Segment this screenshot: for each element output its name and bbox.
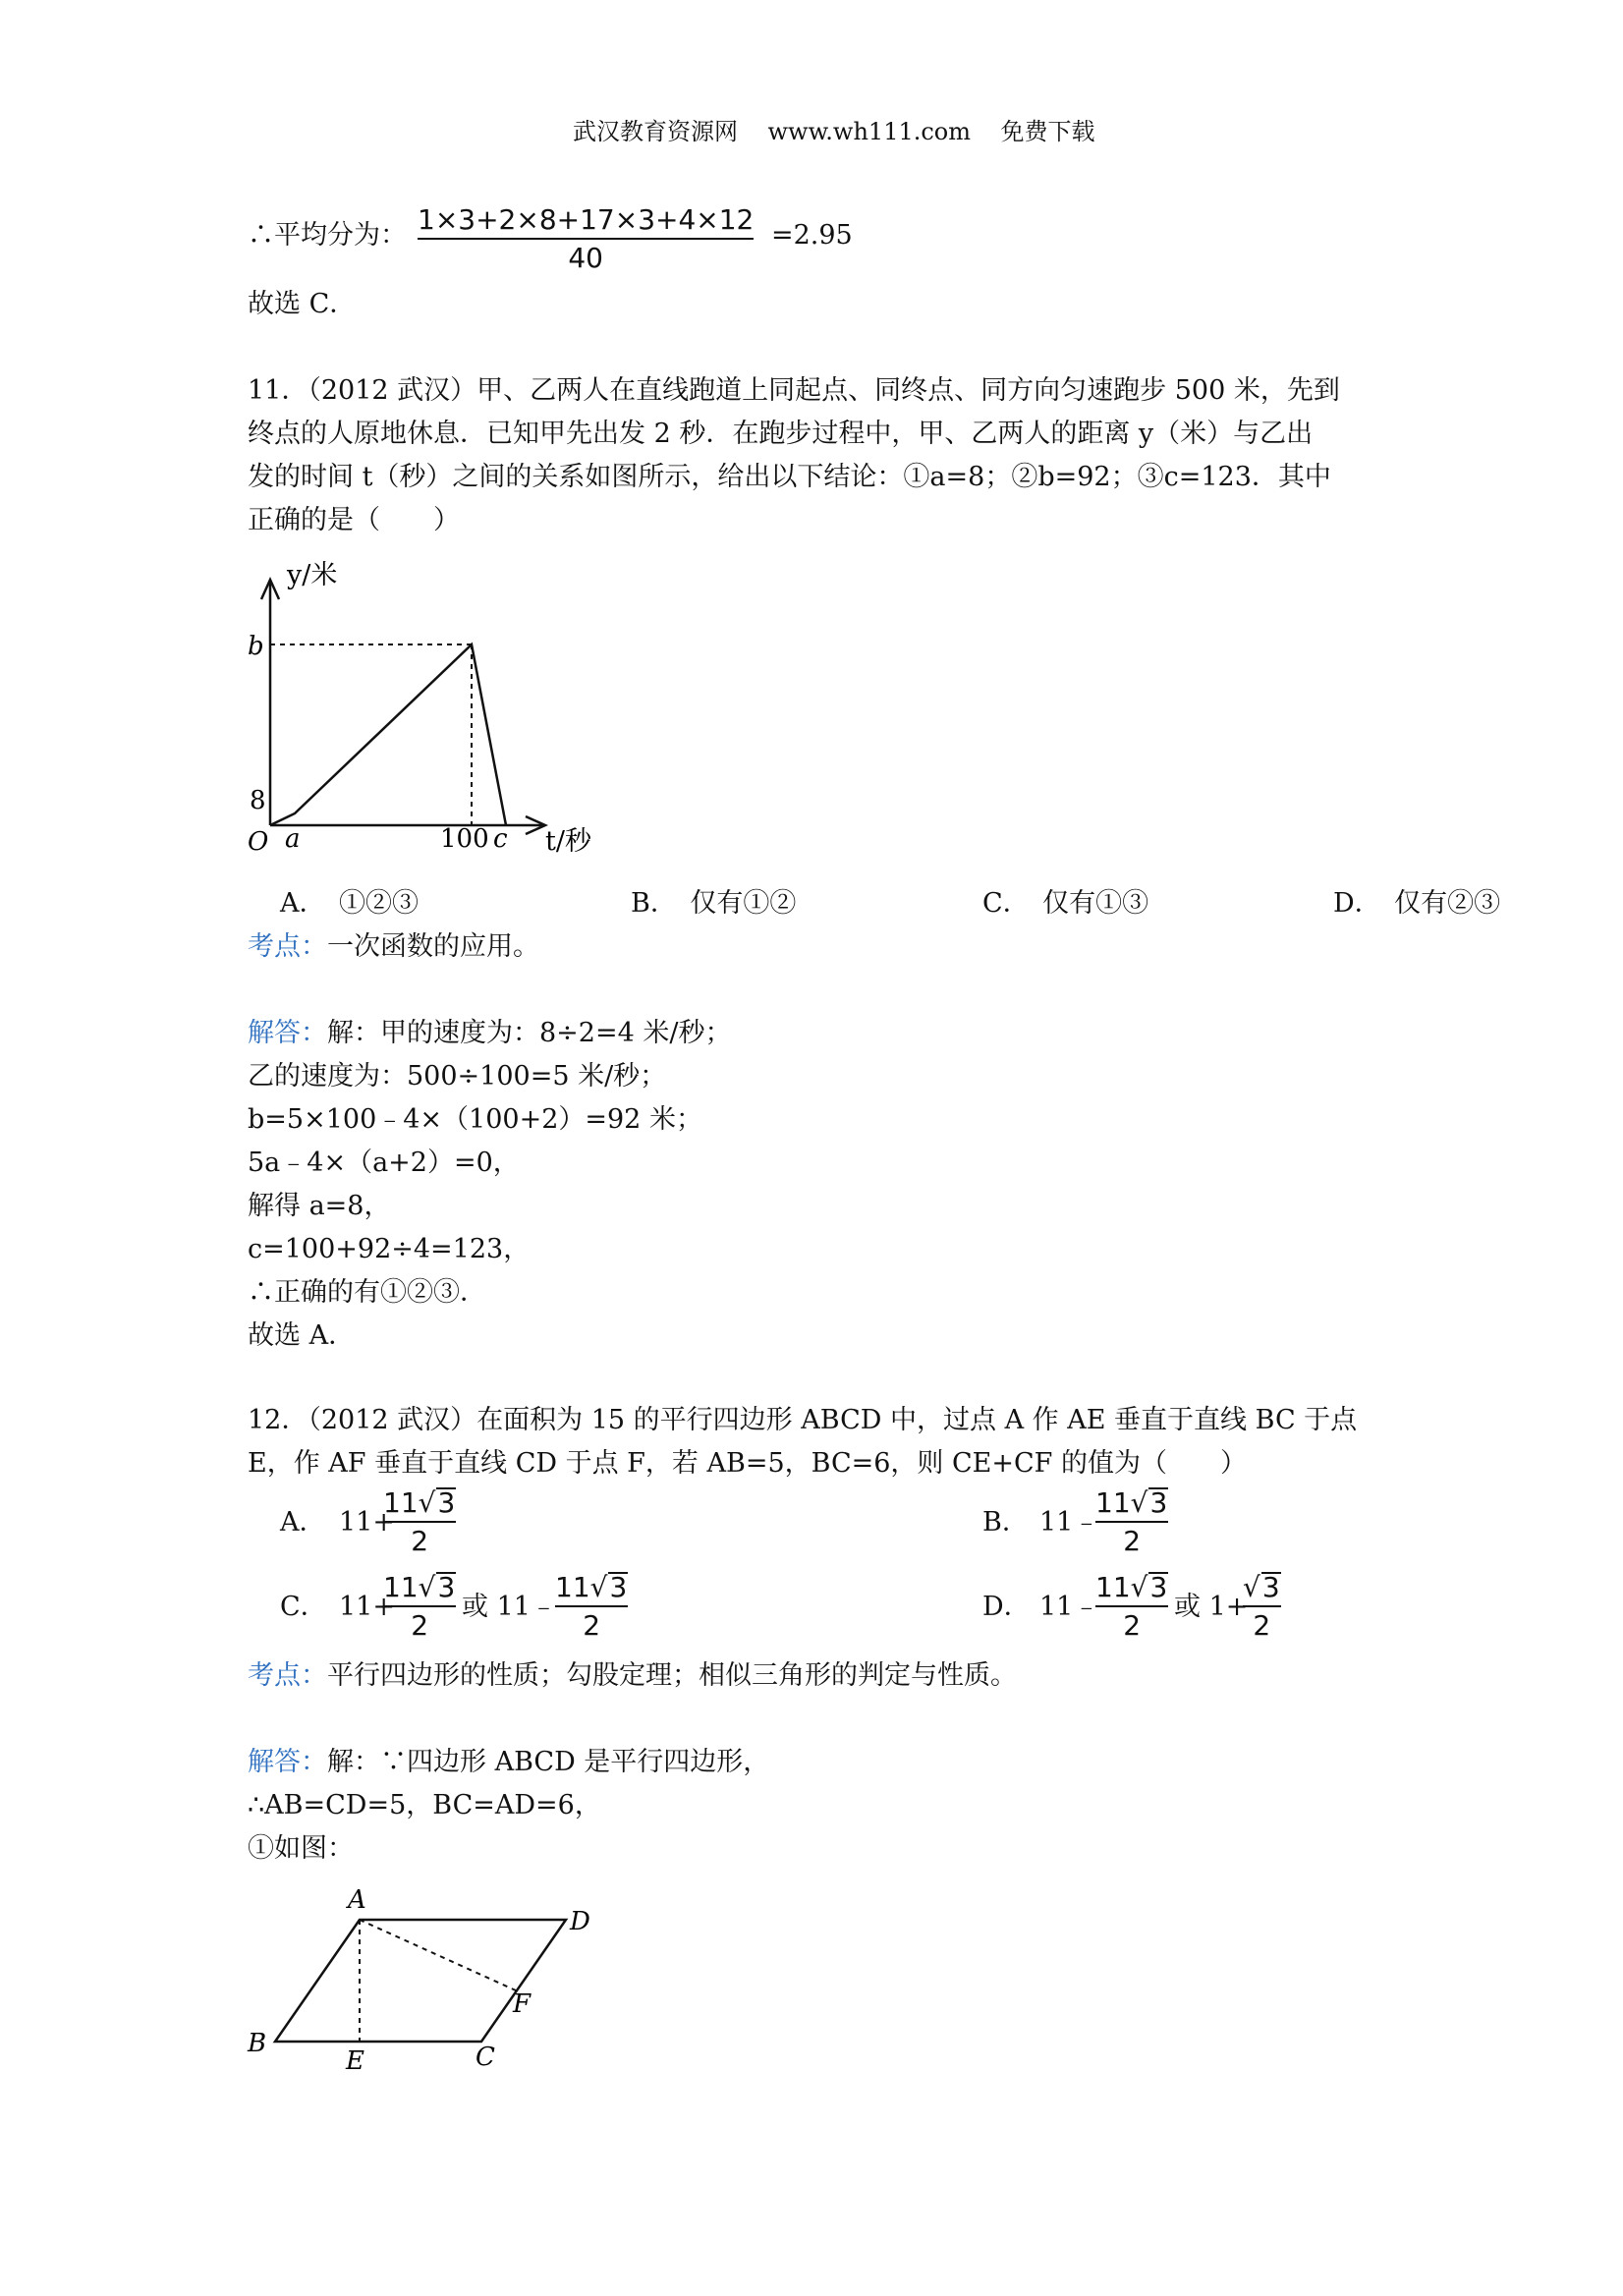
q11-solution-line-1 [248, 1020, 731, 1046]
label-c: c [493, 824, 508, 854]
q12-option-b-label[interactable]: B． [982, 1507, 1029, 1538]
average-result: =2.95 [771, 220, 853, 251]
q12-option-d-fraction-2: √3 2 [1243, 1571, 1280, 1642]
q12-option-d-prefix: 11﹣ [1039, 1592, 1100, 1622]
q12-option-c-prefix: 11+ [339, 1592, 395, 1622]
q12-option-c-fraction-1: 11√3 2 [383, 1571, 456, 1642]
parallelogram-abcd [275, 1920, 566, 2042]
average-fraction-denominator: 40 [568, 242, 603, 274]
q12-line-1: 12．（2012 武汉）在面积为 15 的平行四边形 ABCD 中，过点 A 作 AE 垂直于直线 BC 于点 [248, 1405, 1358, 1435]
q12-option-d-middle: 或 1+ [1174, 1592, 1249, 1622]
q11-option-d[interactable]: D． 仅有②③ [1333, 888, 1501, 919]
q11-solution-line-2: 乙的速度为：500÷100=5 米/秒； [248, 1061, 667, 1092]
kaodian-label: 考点： [248, 1660, 327, 1691]
label-a: a [285, 824, 301, 854]
q11-solution-line-8: 故选 A． [248, 1320, 356, 1351]
kaodian-text: 一次函数的应用。 [327, 931, 539, 962]
average-fraction [418, 203, 755, 274]
vertex-d: D [570, 1907, 590, 1936]
q11-solution-line-5: 解得 a=8， [248, 1191, 391, 1221]
point-e: E [346, 2046, 364, 2073]
q11-solution-line-4: 5a﹣4×（a+2）=0， [248, 1148, 520, 1178]
q11-graph [236, 550, 609, 865]
q12-option-b-prefix: 11﹣ [1039, 1507, 1100, 1538]
q12-option-d-label[interactable]: D． [982, 1592, 1031, 1622]
average-prefix: ∴平均分为： [248, 220, 407, 251]
q12-solution-line-2: ∴AB=CD=5，BC=AD=6， [248, 1790, 601, 1820]
page-header [573, 120, 1095, 143]
q11-line-3: 发的时间 t（秒）之间的关系如图所示，给出以下结论：①a=8；②b=92；③c=123．其中 [248, 462, 1331, 492]
q11-option-b[interactable]: B． 仅有①② [631, 888, 797, 919]
q12-option-a-fraction: 11√3 2 [383, 1486, 456, 1557]
header-url[interactable]: www.wh111.com [767, 118, 972, 145]
segment-af [360, 1920, 516, 1990]
origin-label: O [248, 827, 269, 857]
kaodian-label: 考点： [248, 931, 327, 962]
header-site: 武汉教育资源网 [573, 118, 738, 145]
jieda-label: 解答： [248, 1747, 327, 1777]
q11-option-c[interactable]: C． 仅有①③ [982, 888, 1149, 919]
q11-line-4: 正确的是（ ） [248, 505, 460, 535]
point-f: F [513, 1989, 532, 2019]
q12-line-2: E，作 AF 垂直于直线 CD 于点 F，若 AB=5，BC=6，则 CE+CF 的值为（ ） [248, 1448, 1247, 1479]
q11-solution-line-6: c=100+92÷4=123， [248, 1234, 531, 1264]
q11-kaodian [248, 933, 539, 960]
q11-line-2: 终点的人原地休息．已知甲先出发 2 秒．在跑步过程中，甲、乙两人的距离 y（米）与乙出 [248, 419, 1314, 449]
kaodian-text: 平行四边形的性质；勾股定理；相似三角形的判定与性质。 [327, 1660, 1017, 1691]
q12-solution-line-3: ①如图： [248, 1833, 354, 1864]
vertex-c: C [476, 2043, 495, 2072]
x-axis-label: t/秒 [545, 826, 591, 857]
q11-option-a[interactable]: A． ①②③ [280, 888, 419, 919]
q12-parallelogram-figure [236, 1876, 609, 2073]
vertex-b: B [248, 2029, 267, 2058]
q12-option-a-prefix: 11+ [339, 1507, 395, 1538]
solution-text: 解：∵四边形 ABCD 是平行四边形， [327, 1747, 770, 1777]
q12-solution-line-1 [248, 1749, 769, 1775]
fraction-bar [418, 238, 754, 240]
q12-option-c-label[interactable]: C． [280, 1592, 327, 1622]
header-download: 免费下载 [1000, 118, 1095, 145]
q11-solution-line-7: ∴正确的有①②③． [248, 1277, 486, 1308]
vertex-a: A [348, 1885, 366, 1915]
label-100: 100 [440, 824, 489, 854]
average-fraction-numerator: 1×3+2×8+17×3+4×12 [418, 203, 755, 236]
q12-option-c-fraction-2: 11√3 2 [555, 1571, 628, 1642]
q11-solution-line-3: b=5×100﹣4×（100+2）=92 米； [248, 1104, 702, 1135]
y-axis-label: y/米 [287, 560, 338, 590]
q12-option-b-fraction: 11√3 2 [1095, 1486, 1168, 1557]
label-b: b [248, 632, 264, 661]
label-8: 8 [250, 786, 266, 815]
jieda-label: 解答： [248, 1018, 327, 1048]
q12-kaodian [248, 1662, 1017, 1689]
q11-line-1: 11．（2012 武汉）甲、乙两人在直线跑道上同起点、同终点、同方向匀速跑步 500 米，先到 [248, 375, 1340, 406]
q12-option-d-fraction-1: 11√3 2 [1095, 1571, 1168, 1642]
q10-answer: 故选 C． [248, 289, 357, 319]
solution-text: 解：甲的速度为：8÷2=4 米/秒； [327, 1018, 732, 1048]
q12-option-a-label[interactable]: A． [280, 1507, 326, 1538]
q12-option-c-middle: 或 11﹣ [462, 1592, 557, 1622]
